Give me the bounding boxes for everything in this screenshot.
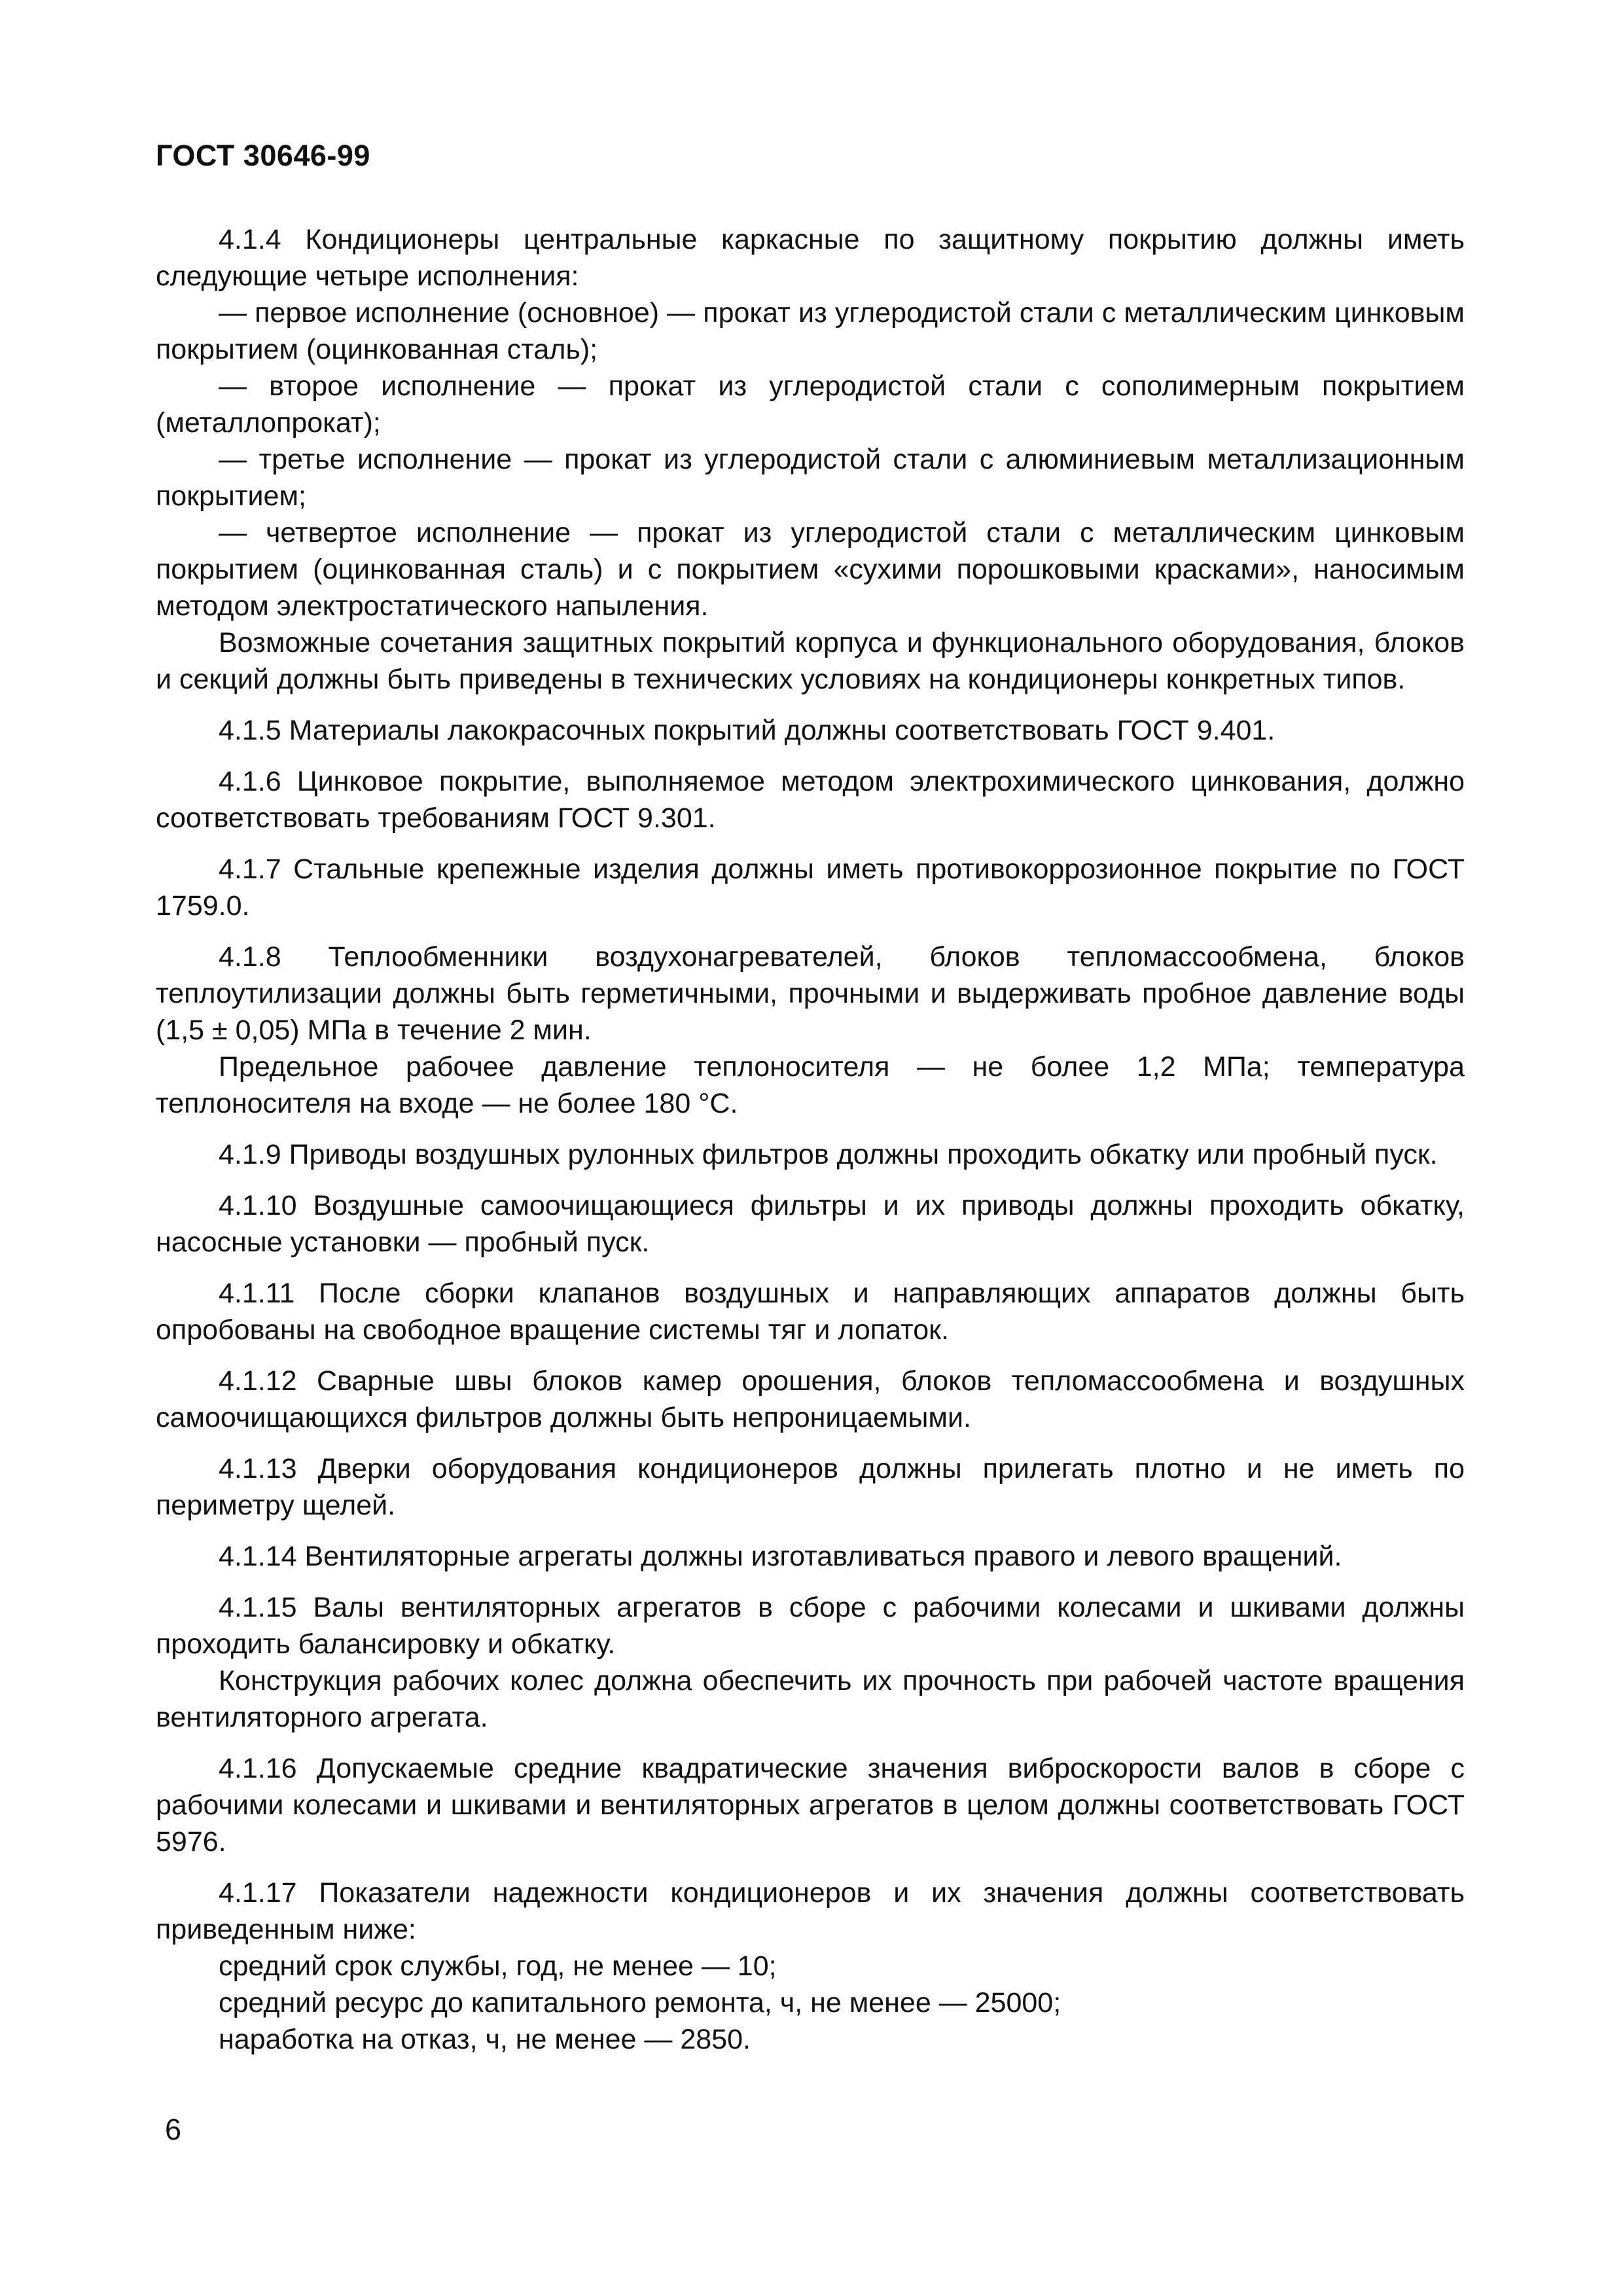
list-item-option-3: — третье исполнение — прокат из углеродистой стали с алюминиевым металлизационным покрытием; (156, 444, 1465, 512)
paragraph-4-1-8: 4.1.8 Теплообменники воздухонагревателей, блоков тепломассообмена, блоков теплоутилизации должны быть герметичными, прочными и выдерживать пробное давление воды (1,5 ± 0,05) МПа в течение 2 мин. (156, 941, 1465, 1046)
list-item-option-4: — четвертое исполнение — прокат из углеродистой стали с металлическим цинковым покрытием (оцинкованная сталь) и с покрытием «сухими порошковыми красками», наносимым методом электростатического напыления. (156, 517, 1465, 622)
paragraph-4-1-7: 4.1.7 Стальные крепежные изделия должны иметь противокоррозионное покрытие по ГОСТ 1759.0. (156, 853, 1465, 922)
paragraph-4-1-9: 4.1.9 Приводы воздушных рулонных фильтров должны проходить обкатку или пробный пуск. (219, 1139, 1438, 1170)
document-body (156, 221, 1465, 2058)
paragraph-pressure-limit: Предельное рабочее давление теплоносителя — не более 1,2 МПа; температура теплоносителя на входе — не более 180 °С. (156, 1051, 1465, 1119)
paragraph-4-1-15: 4.1.15 Валы вентиляторных агрегатов в сборе с рабочими колесами и шкивами должны проходить балансировку и обкатку. (156, 1592, 1465, 1660)
paragraph-4-1-17: 4.1.17 Показатели надежности кондиционеров и их значения должны соответствовать приведенным ниже: (156, 1877, 1465, 1945)
paragraph-4-1-6: 4.1.6 Цинковое покрытие, выполняемое методом электрохимического цинкования, должно соответствовать требованиям ГОСТ 9.301. (156, 766, 1465, 834)
paragraph-4-1-10: 4.1.10 Воздушные самоочищающиеся фильтры и их приводы должны проходить обкатку, насосные установки — пробный пуск. (156, 1190, 1465, 1258)
reliability-service-life: средний срок службы, год, не менее — 10; (219, 1950, 777, 1982)
list-item-option-2: — второе исполнение — прокат из углеродистой стали с сополимерным покрытием (металлопрокат); (156, 370, 1465, 439)
paragraph-4-1-5: 4.1.5 Материалы лакокрасочных покрытий должны соответствовать ГОСТ 9.401. (219, 715, 1275, 746)
paragraph-wheel-design: Конструкция рабочих колес должна обеспечить их прочность при рабочей частоте вращения вентиляторного агрегата. (156, 1665, 1465, 1733)
paragraph-4-1-12: 4.1.12 Сварные швы блоков камер орошения, блоков тепломассообмена и воздушных самоочищающихся фильтров должны быть непроницаемыми. (156, 1365, 1465, 1433)
paragraph-4-1-16: 4.1.16 Допускаемые средние квадратические значения виброскорости валов в сборе с рабочими колесами и шкивами и вентиляторных агрегатов в целом должны соответствовать ГОСТ 5976. (156, 1753, 1465, 1857)
paragraph-4-1-11: 4.1.11 После сборки клапанов воздушных и направляющих аппаратов должны быть опробованы на свободное вращение системы тяг и лопаток. (156, 1278, 1465, 1346)
paragraph-4-1-13: 4.1.13 Дверки оборудования кондиционеров должны прилегать плотно и не иметь по периметру щелей. (156, 1453, 1465, 1521)
document-header: ГОСТ 30646-99 (156, 139, 370, 172)
list-item-option-1: — первое исполнение (основное) — прокат из углеродистой стали с металлическим цинковым покрытием (оцинкованная сталь); (156, 297, 1465, 365)
reliability-mtbf: наработка на отказ, ч, не менее — 2850. (219, 2024, 751, 2055)
reliability-resource: средний ресурс до капитального ремонта, ч, не менее — 25000; (219, 1987, 1061, 2018)
paragraph-4-1-4: 4.1.4 Кондиционеры центральные каркасные по защитному покрытию должны иметь следующие четыре исполнения: (156, 224, 1465, 292)
paragraph-combinations: Возможные сочетания защитных покрытий корпуса и функционального оборудования, блоков и секций должны быть приведены в технических условиях на кондиционеры конкретных типов. (156, 627, 1465, 695)
paragraph-4-1-14: 4.1.14 Вентиляторные агрегаты должны изготавливаться правого и левого вращений. (219, 1541, 1342, 1572)
page-number: 6 (165, 2113, 182, 2146)
